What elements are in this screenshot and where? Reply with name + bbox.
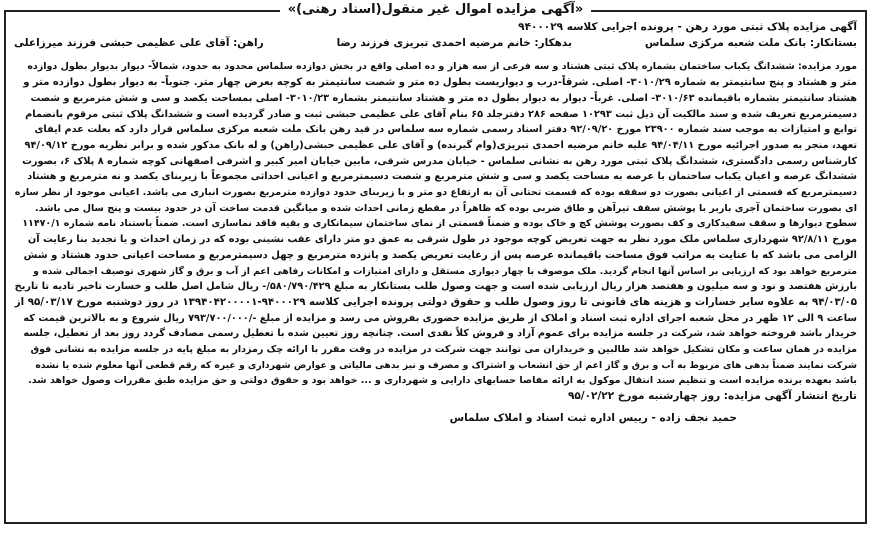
body-line: باشد بعهده برنده مزایده است و تنظیم سند انتقال موکول به ارائه مفاصا حسابهای دارایی و شهرداری و ... خواهد بود و حقوق دولتی و حق مزایده طبق مقررات وصول خواهد شد. — [28, 375, 857, 387]
notice-title-wrap — [4, 0, 867, 18]
debtor-text: بدهکار: خانم مرضیه احمدی تبریزی فرزند رضا — [336, 36, 572, 49]
body-line: تعهد، منجر به صدور اجرائیه مورخ ۹۴/۰۴/۱۱ علیه خانم مرضیه احمدی تبریزی(وام گیرنده) و آقای علی عظیمی حبشی(راهن) و له بانک مذکور شده و برابر نظریه مورخ ۹۴/۰۹/۱۲ — [24, 139, 857, 151]
body-line: مورخ ۹۲/۸/۱۱ شهرداری سلماس ملک مورد نظر به جهت تعریض کوچه موجود در طول شرقی به عمق دو متر دارای عقب نشینی بوده که در زمان احداث و یا تجدید بنا رعایت آن — [27, 234, 857, 246]
body-line: کارشناس رسمی دادگستری، ششدانگ پلاک ثبتی مورد رهن به نشانی سلماس - خیابان مدرس شرقی، مابین خیابان امیر کبیر و اشرفی اصفهانی کوچه شماره ۸ پلاک ۶، بصورت — [22, 155, 857, 167]
signature: حمید نجف زاده - رییس اداره ثبت اسناد و املاک سلماس — [449, 411, 737, 424]
body-line: ششدانگ عرصه و اعیان یکباب ساختمان با عرصه به مساحت یکصد و سی و شش مترمربع و شصت دسیمترمربع و اعیانی احداثی مجموعاً با زیربنای یکصد و نه مترمربع و هشتاد — [27, 171, 857, 183]
body-line: متر و هشتاد و پنج سانتیمتر به شماره ۳۰۱۰/۲۹- اصلی. شرقاً-درب و دیواریست بطول ده متر و شصت سانتیمتر به کوچه بعرض چهار متر. جنوباً- به دیوار بطول دوازده متر و — [23, 77, 857, 89]
body-line: بارزش هفتصد و نود و سه میلیون و هفتصد هزار ریال ارزیابی شده است و جهت وصول طلب بستانکار به مبلغ ۵۸۰/۷۹۰/۴۲۹/- ریال شامل اصل طلب و خسارت تاخیر تادیه تا تاریخ — [14, 281, 857, 293]
body-line: مترمربع خواهد بود که ارزیابی بر اساس آنها انجام گردید. ملک موصوف با چهار دیواری مستقل و دارای امتیازات و امکانات رفاهی اعم از آب و برق و گاز شهری توصیف اجمالی شده و — [33, 265, 857, 277]
body-line: دسیمترمربع که قسمتی از اعیانی بصورت دو سقفه بوده که قسمت تحتانی آن به ارتفاع دو متر و با زیربنای حدود دوازده مترمربع بصورت انباری می باشد. اعیانی موجود از نظر سازه — [14, 187, 857, 199]
body-line: سطوح دیوارها و سقف سفیدکاری و کف بصورت پوشش کچ و خاک بوده و ضمناً قسمتی از نمای ساختمان سیمانکاری و بقیه فاقد نماسازی است. ضمناً باستناد نامه شماره ۱۱۴۷۰/۱ — [22, 218, 857, 230]
body-line: الزامی می باشد که با عنایت به مراتب فوق مساحت باقیمانده عرصه پس از رعایت تعریض یکصد و پانزده مترمربع و چهل دسیمترمربع و مساحت اعیانی حدود هشتاد و شش — [23, 249, 857, 261]
creditor-text: بستانکار: بانک ملت شعبه مرکزی سلماس — [644, 36, 857, 49]
publication-date: تاریخ انتشار آگهی مزایده: روز چهارشنبه مورخ ۹۵/۰۲/۲۲ — [567, 390, 857, 403]
notice-title: «آگهی مزایده اموال غیر منقول(اسناد رهنی)» — [280, 2, 592, 17]
body-line: توابع و امتیازات به موجب سند شماره ۲۳۹۰۰ مورخ ۹۲/۰۹/۲۰ دفتر اسناد رسمی شماره سه سلماس در قید رهن بانک ملت شعبه مرکزی سلماس قرار دارد که بعلت عدم ایفای — [34, 124, 857, 136]
body-line: خریدار باشد فروخته خواهد شد، شرکت در جلسه مزایده برای عموم آزاد و فروش کلاً نقدی است. چنانچه روز تعیین شده با تعطیل رسمی مصادف گردد روز بعد از تعطیل، جلسه — [23, 328, 857, 340]
body-line: هشتاد سانتیمتر بشماره باقیمانده ۳۰۱۰/۶۳- اصلی. غرباً- دیوار به دیوار بطول ده متر و هشتاد سانتیمتر بشماره ۳۰۱۰/۲۳- اصلی بمساحت یکصد و سی و شش مترمربع و شصت — [30, 92, 857, 104]
parties-row — [14, 36, 857, 52]
body-line: ۹۴/۰۳/۰۵ به علاوه سایر خسارات و هزینه های قانونی تا روز وصول طلب و حقوق دولتی پرونده اجرایی کلاسه ۹۴۰۰۰۲۹-۱۳۹۴۰۴۲۰۰۰۰۱ در روز دوشنبه مورخ ۹۵/۰۳/۱۷ از — [14, 295, 857, 308]
body-line: دسیمترمربع تعریف شده و سند مالکیت آن ذیل ثبت ۱۰۲۹۳ صفحه ۲۸۶ دفترجلد ۶۵ بنام آقای علی عظیمی حبشی ثبت و صادر گردیده است و ششدانگ پلاک ثبتی مرقوم بانضمام — [25, 108, 857, 120]
body-line: شرکت نمایند ضمناً بدهی های مربوط به آب و برق و گاز اعم از حق انشعاب و اشتراک و مصرف و نیز بدهی مالیاتی و عوارض شهرداری و غیره که رقم قطعی آنها معلوم شده یا نشده — [35, 359, 857, 371]
body-line: مزایده در همان ساعت و مکان تشکیل خواهد شد طالبین و خریداران می توانند جهت شرکت در مزایده در وقت مقرر با ارائه چک رمزدار به مبلغ پایه در جلسه مزایده به نشانی فوق — [30, 344, 857, 356]
notice-case-line: آگهی مزایده پلاک ثبتی مورد رهن - پرونده اجرایی کلاسه ۹۴۰۰۰۲۹ — [518, 21, 857, 33]
mortgagor-text: راهن: آقای علی عظیمی حبشی فرزند میرزاعلی — [14, 36, 264, 49]
auction-notice — [4, 0, 867, 533]
body-line: مورد مزایده: ششدانگ یکباب ساختمان بشماره پلاک ثبتی هشتاد و سه فرعی از سه هزار و ده اصلی واقع در بخش دوازده سلماس محدود به حدود، شمالاً- دیوار بدیوار بطول دوازده — [27, 61, 857, 73]
body-line: ای بصورت ساختمان آجری باربر با پوشش سقف تیرآهن و طاق ضربی بوده که ظاهراً در مقطع زمانی احداث شده و میانگین قدمت ساخت آن در حدود بیست و پنج سال می باشد. — [35, 202, 857, 214]
body-line: ساعت ۹ الی ۱۲ ظهر در محل شعبه اجرای اداره ثبت اسناد و املاک از طریق مزایده حضوری بفروش می رسد و مزایده از مبلغ -/۷۹۳/۷۰۰/۰۰۰ ریال شروع و به بالاترین قیمت که — [23, 312, 857, 324]
notice-content — [14, 20, 857, 427]
